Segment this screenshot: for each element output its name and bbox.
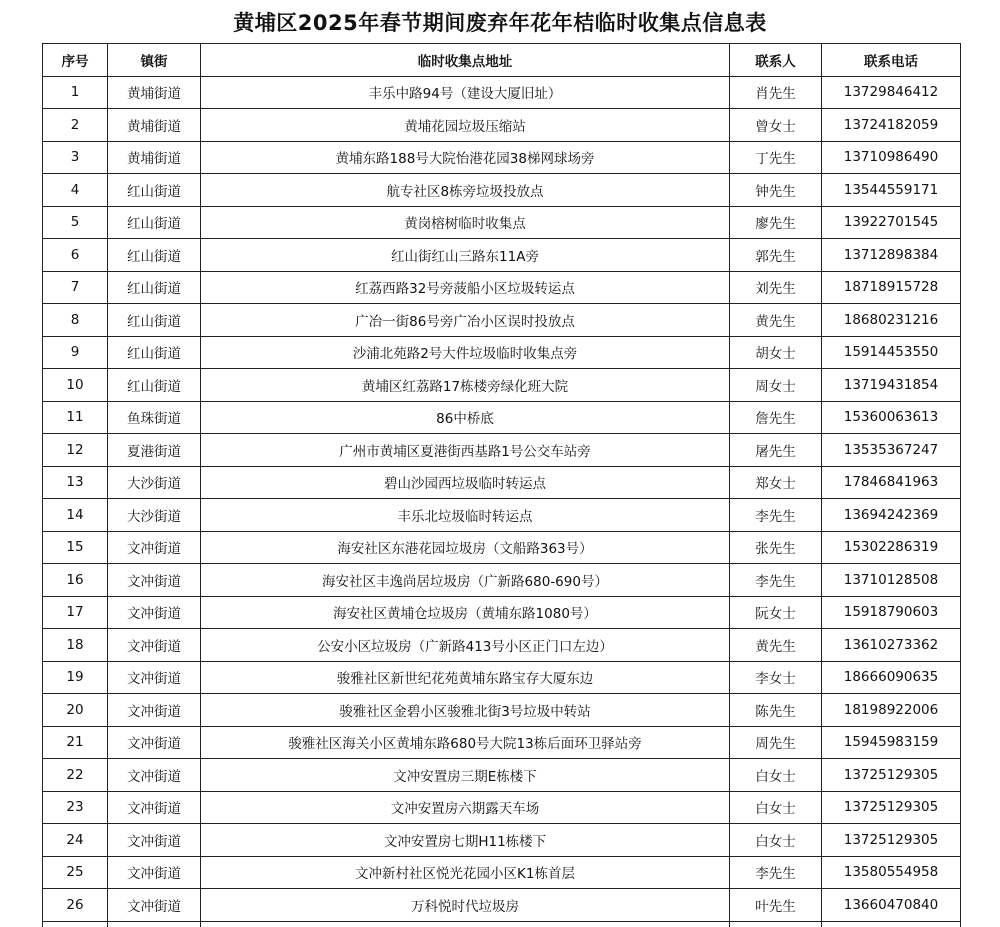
table-row <box>43 141 961 174</box>
cell-contact: 李先生 <box>730 499 822 532</box>
cell-address: 文冲新村社区悦光花园小区K1栋首层 <box>201 856 730 889</box>
cell-street: 红山街道 <box>108 206 201 239</box>
cell-address: 86中桥底 <box>201 401 730 434</box>
cell-contact: 廖先生 <box>730 206 822 239</box>
cell-contact: 胡女士 <box>730 336 822 369</box>
cell-no: 10 <box>43 369 108 402</box>
table-row <box>43 564 961 597</box>
cell-address: 公安小区垃圾房（广新路413号小区正门口左边） <box>201 629 730 662</box>
cell-no: 22 <box>43 759 108 792</box>
cell-phone: 13580554958 <box>822 856 961 889</box>
cell-address: 丰乐中路94号（建设大厦旧址） <box>201 76 730 109</box>
cell-address: 红荔西路32号旁菠船小区垃圾转运点 <box>201 271 730 304</box>
cell-phone: 15914453550 <box>822 336 961 369</box>
cell-phone: 13725129305 <box>822 791 961 824</box>
cell-phone: 13610273362 <box>822 629 961 662</box>
cell-no: 24 <box>43 824 108 857</box>
table-row <box>43 336 961 369</box>
cell-street: 文冲街道 <box>108 856 201 889</box>
cell-address: 文冲安置房七期H11栋楼下 <box>201 824 730 857</box>
cell-cutoff <box>201 921 730 927</box>
cell-phone: 18718915728 <box>822 271 961 304</box>
cell-cutoff <box>730 921 822 927</box>
cell-phone: 13544559171 <box>822 174 961 207</box>
cell-no: 13 <box>43 466 108 499</box>
cell-street: 红山街道 <box>108 239 201 272</box>
cell-address: 航专社区8栋旁垃圾投放点 <box>201 174 730 207</box>
table-row <box>43 434 961 467</box>
cell-street: 夏港街道 <box>108 434 201 467</box>
cell-cutoff <box>43 921 108 927</box>
cell-contact: 刘先生 <box>730 271 822 304</box>
header-contact: 联系人 <box>730 44 822 77</box>
cell-phone: 13729846412 <box>822 76 961 109</box>
cell-contact: 黄先生 <box>730 304 822 337</box>
cell-no: 21 <box>43 726 108 759</box>
cell-contact: 肖先生 <box>730 76 822 109</box>
cell-street: 红山街道 <box>108 174 201 207</box>
cell-street: 黄埔街道 <box>108 76 201 109</box>
cell-street: 文冲街道 <box>108 564 201 597</box>
cell-street: 大沙街道 <box>108 466 201 499</box>
cell-phone: 13724182059 <box>822 109 961 142</box>
cell-address: 广冶一街86号旁广冶小区误时投放点 <box>201 304 730 337</box>
cell-address: 黄埔东路188号大院怡港花园38梯网球场旁 <box>201 141 730 174</box>
cell-contact: 李先生 <box>730 856 822 889</box>
cell-street: 文冲街道 <box>108 791 201 824</box>
cell-no: 26 <box>43 889 108 922</box>
cell-contact: 白女士 <box>730 824 822 857</box>
header-phone: 联系电话 <box>822 44 961 77</box>
cell-address: 文冲安置房三期E栋楼下 <box>201 759 730 792</box>
cell-address: 沙浦北苑路2号大件垃圾临时收集点旁 <box>201 336 730 369</box>
cell-street: 大沙街道 <box>108 499 201 532</box>
cell-phone: 18680231216 <box>822 304 961 337</box>
cell-phone: 13725129305 <box>822 824 961 857</box>
table-row <box>43 271 961 304</box>
table-row <box>43 726 961 759</box>
cell-no: 7 <box>43 271 108 304</box>
cell-contact: 李女士 <box>730 661 822 694</box>
cell-phone: 18198922006 <box>822 694 961 727</box>
table-row <box>43 206 961 239</box>
table-row <box>43 304 961 337</box>
cell-phone: 17846841963 <box>822 466 961 499</box>
cell-contact: 詹先生 <box>730 401 822 434</box>
cell-contact: 周先生 <box>730 726 822 759</box>
cell-no: 17 <box>43 596 108 629</box>
table-row <box>43 889 961 922</box>
cell-street: 黄埔街道 <box>108 141 201 174</box>
table-row <box>43 661 961 694</box>
cell-contact: 郭先生 <box>730 239 822 272</box>
table-row <box>43 856 961 889</box>
cell-no: 25 <box>43 856 108 889</box>
document-title: 黄埔区2025年春节期间废弃年花年桔临时收集点信息表 <box>233 11 767 35</box>
cell-street: 红山街道 <box>108 304 201 337</box>
cell-phone: 13660470840 <box>822 889 961 922</box>
cell-no: 6 <box>43 239 108 272</box>
cell-contact: 钟先生 <box>730 174 822 207</box>
cell-no: 11 <box>43 401 108 434</box>
cell-contact: 白女士 <box>730 791 822 824</box>
header-street: 镇街 <box>108 44 201 77</box>
cell-no: 14 <box>43 499 108 532</box>
cell-no: 9 <box>43 336 108 369</box>
cell-address: 文冲安置房六期露天车场 <box>201 791 730 824</box>
header-address: 临时收集点地址 <box>201 44 730 77</box>
table-row <box>43 401 961 434</box>
cell-contact: 丁先生 <box>730 141 822 174</box>
cell-contact: 白女士 <box>730 759 822 792</box>
cell-contact: 张先生 <box>730 531 822 564</box>
cell-no: 23 <box>43 791 108 824</box>
cell-phone: 13725129305 <box>822 759 961 792</box>
cell-phone: 18666090635 <box>822 661 961 694</box>
table-row <box>43 174 961 207</box>
table-row <box>43 596 961 629</box>
table-row <box>43 629 961 662</box>
cell-phone: 13710128508 <box>822 564 961 597</box>
table-row-cutoff <box>43 921 961 927</box>
cell-contact: 曾女士 <box>730 109 822 142</box>
cell-street: 文冲街道 <box>108 596 201 629</box>
header-no: 序号 <box>43 44 108 77</box>
cell-street: 文冲街道 <box>108 759 201 792</box>
cell-contact: 陈先生 <box>730 694 822 727</box>
cell-no: 15 <box>43 531 108 564</box>
cell-street: 红山街道 <box>108 336 201 369</box>
cell-phone: 13710986490 <box>822 141 961 174</box>
cell-contact: 阮女士 <box>730 596 822 629</box>
table-row <box>43 369 961 402</box>
table-row <box>43 76 961 109</box>
cell-no: 4 <box>43 174 108 207</box>
cell-street: 红山街道 <box>108 369 201 402</box>
table-row <box>43 499 961 532</box>
table-body <box>43 76 961 927</box>
cell-address: 海安社区黄埔仓垃圾房（黄埔东路1080号） <box>201 596 730 629</box>
cell-cutoff <box>108 921 201 927</box>
cell-street: 文冲街道 <box>108 694 201 727</box>
cell-contact: 周女士 <box>730 369 822 402</box>
cell-phone: 15918790603 <box>822 596 961 629</box>
cell-street: 文冲街道 <box>108 726 201 759</box>
cell-no: 3 <box>43 141 108 174</box>
cell-street: 鱼珠街道 <box>108 401 201 434</box>
cell-address: 万科悦时代垃圾房 <box>201 889 730 922</box>
cell-no: 20 <box>43 694 108 727</box>
cell-address: 丰乐北垃圾临时转运点 <box>201 499 730 532</box>
table-row <box>43 466 961 499</box>
cell-no: 19 <box>43 661 108 694</box>
cell-no: 2 <box>43 109 108 142</box>
cell-no: 8 <box>43 304 108 337</box>
cell-street: 文冲街道 <box>108 629 201 662</box>
cell-contact: 叶先生 <box>730 889 822 922</box>
cell-street: 文冲街道 <box>108 824 201 857</box>
cell-phone: 13535367247 <box>822 434 961 467</box>
table-row <box>43 109 961 142</box>
table-row <box>43 694 961 727</box>
cell-street: 红山街道 <box>108 271 201 304</box>
cell-address: 黄埔花园垃圾压缩站 <box>201 109 730 142</box>
cell-address: 骏雅社区新世纪花苑黄埔东路宝存大厦东边 <box>201 661 730 694</box>
cell-no: 16 <box>43 564 108 597</box>
cell-address: 骏雅社区海关小区黄埔东路680号大院13栋后面环卫驿站旁 <box>201 726 730 759</box>
cell-address: 海安社区丰逸尚居垃圾房（广新路680-690号） <box>201 564 730 597</box>
cell-address: 海安社区东港花园垃圾房（文船路363号） <box>201 531 730 564</box>
cell-contact: 李先生 <box>730 564 822 597</box>
cell-street: 文冲街道 <box>108 889 201 922</box>
table-row <box>43 531 961 564</box>
cell-contact: 黄先生 <box>730 629 822 662</box>
cell-address: 黄岗榕树临时收集点 <box>201 206 730 239</box>
table-row <box>43 824 961 857</box>
cell-phone: 15302286319 <box>822 531 961 564</box>
cell-no: 1 <box>43 76 108 109</box>
cell-address: 广州市黄埔区夏港街西基路1号公交车站旁 <box>201 434 730 467</box>
cell-address: 碧山沙园西垃圾临时转运点 <box>201 466 730 499</box>
cell-no: 5 <box>43 206 108 239</box>
table-row <box>43 759 961 792</box>
cell-phone: 15945983159 <box>822 726 961 759</box>
cell-phone: 13694242369 <box>822 499 961 532</box>
cell-address: 红山街红山三路东11A旁 <box>201 239 730 272</box>
cell-phone: 15360063613 <box>822 401 961 434</box>
cell-address: 骏雅社区金碧小区骏雅北街3号垃圾中转站 <box>201 694 730 727</box>
cell-contact: 郑女士 <box>730 466 822 499</box>
table-header-row <box>43 44 961 77</box>
cell-address: 黄埔区红荔路17栋楼旁绿化班大院 <box>201 369 730 402</box>
cell-phone: 13719431854 <box>822 369 961 402</box>
cell-contact: 屠先生 <box>730 434 822 467</box>
cell-no: 12 <box>43 434 108 467</box>
cell-phone: 13712898384 <box>822 239 961 272</box>
cell-street: 黄埔街道 <box>108 109 201 142</box>
table-row <box>43 791 961 824</box>
cell-phone: 13922701545 <box>822 206 961 239</box>
collection-points-table <box>42 43 961 927</box>
cell-street: 文冲街道 <box>108 531 201 564</box>
cell-no: 18 <box>43 629 108 662</box>
cell-street: 文冲街道 <box>108 661 201 694</box>
table-row <box>43 239 961 272</box>
cell-cutoff <box>822 921 961 927</box>
